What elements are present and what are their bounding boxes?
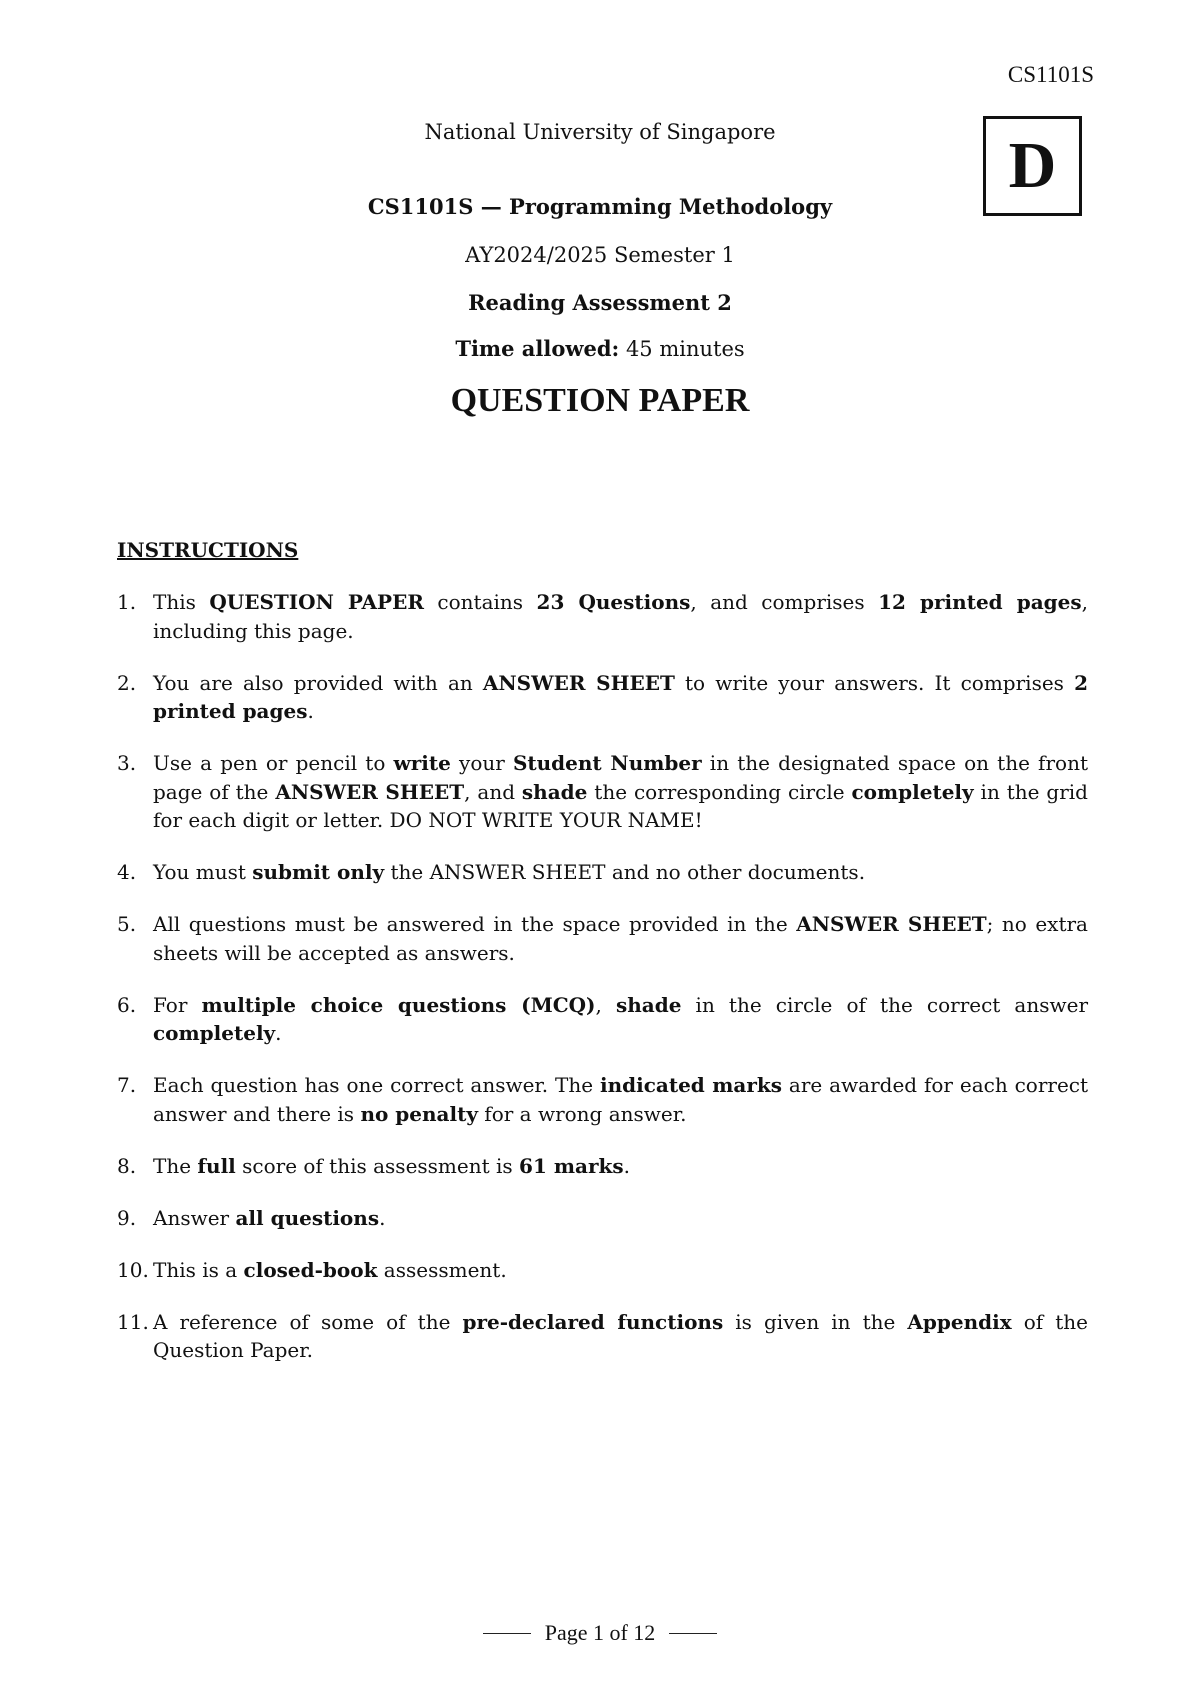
instruction-item: [117, 588, 1088, 645]
instruction-text: , and comprises: [690, 590, 879, 614]
instruction-emphasis: ANSWER SHEET: [482, 670, 675, 695]
instruction-text: is given in the: [723, 1309, 908, 1334]
paper-title: QUESTION PAPER: [450, 382, 750, 419]
instruction-text: in the designated space on the front page of the: [153, 751, 1088, 804]
instruction-text: You are also provided with an: [153, 670, 483, 695]
instructions-heading: INSTRUCTIONS: [117, 538, 299, 562]
footer-rule-right: [669, 1633, 717, 1634]
footer-rule-left: [483, 1633, 531, 1634]
time-allowed-value: 45 minutes: [619, 337, 745, 361]
instruction-text: This is a: [153, 1257, 244, 1282]
instruction-emphasis: 61 marks: [519, 1153, 624, 1178]
instruction-text: A reference of some of the: [153, 1309, 463, 1334]
university-name: National University of Singapore: [424, 120, 776, 144]
instruction-emphasis: 2 printed pages: [153, 670, 1088, 723]
instruction-item: [117, 1308, 1088, 1365]
instruction-text: Answer: [153, 1205, 236, 1230]
assessment-name: Reading Assessment 2: [468, 290, 732, 315]
paper-version-box: D: [983, 116, 1082, 216]
instruction-text: .: [623, 1153, 630, 1178]
instruction-emphasis: Appendix: [907, 1309, 1012, 1334]
instruction-emphasis: write: [393, 751, 451, 775]
time-allowed-label: Time allowed:: [455, 336, 620, 361]
instruction-text: For: [153, 992, 202, 1017]
instruction-emphasis: shade: [615, 992, 682, 1017]
instruction-text: contains: [423, 590, 537, 614]
instruction-text: The: [153, 1153, 198, 1178]
instruction-item: [117, 1071, 1088, 1128]
instruction-number: 11.: [117, 1309, 149, 1334]
instruction-emphasis: shade: [521, 779, 588, 804]
instruction-text: ,: [595, 992, 616, 1017]
instruction-number: 8.: [117, 1153, 137, 1178]
instruction-number: 9.: [117, 1205, 137, 1230]
page-number: Page 1 of 12: [544, 1620, 656, 1645]
instruction-emphasis: full: [197, 1153, 236, 1178]
instruction-text: of the Question Paper.: [153, 1309, 1088, 1362]
instruction-number: 2.: [117, 670, 137, 695]
instruction-emphasis: ANSWER SHEET: [275, 779, 465, 804]
instruction-emphasis: 12 printed pages: [878, 590, 1082, 614]
instruction-text: , including this page.: [153, 590, 1089, 643]
instruction-text: All questions must be answered in the space provided in the: [153, 912, 797, 936]
instruction-number: 1.: [117, 590, 137, 614]
instruction-text: in the circle of the correct answer: [681, 992, 1089, 1017]
instruction-emphasis: multiple choice questions (MCQ): [201, 992, 596, 1017]
instruction-emphasis: all questions: [235, 1205, 380, 1230]
instruction-emphasis: QUESTION PAPER: [209, 590, 424, 614]
instruction-emphasis: Student Number: [512, 751, 702, 775]
instruction-number: 3.: [117, 751, 137, 775]
course-title: CS1101S — Programming Methodology: [367, 194, 833, 219]
instruction-number: 7.: [117, 1073, 137, 1097]
header-course-code: CS1101S: [1007, 62, 1094, 87]
instruction-item: [117, 1256, 1088, 1285]
instruction-item: [117, 991, 1088, 1048]
instruction-text: for a wrong answer.: [477, 1101, 687, 1126]
instruction-text: You must: [153, 860, 253, 884]
instruction-emphasis: 23 Questions: [536, 590, 691, 614]
instruction-item: [117, 858, 1088, 887]
instruction-text: the corresponding circle: [587, 779, 852, 804]
instruction-text: This: [153, 590, 210, 614]
instructions-list: [117, 588, 1088, 1388]
instruction-text: ; no extra sheets will be accepted as answers.: [153, 912, 1088, 965]
instruction-item: [117, 749, 1088, 835]
instruction-text: your: [450, 751, 513, 775]
instruction-item: [117, 1152, 1088, 1181]
instruction-emphasis: indicated marks: [599, 1073, 783, 1097]
instruction-emphasis: completely: [153, 1021, 276, 1045]
instruction-text: the ANSWER SHEET and no other documents.: [384, 860, 866, 884]
instruction-text: are awarded for each correct answer and there is: [153, 1073, 1089, 1126]
instruction-text: Each question has one correct answer. The: [153, 1073, 600, 1097]
instruction-item: [117, 910, 1088, 967]
instruction-text: .: [275, 1021, 282, 1045]
instruction-item: [117, 1204, 1088, 1233]
semester-line: AY2024/2025 Semester 1: [465, 243, 735, 267]
instruction-emphasis: submit only: [252, 860, 385, 884]
instruction-text: .: [379, 1205, 386, 1230]
instruction-emphasis: pre-declared functions: [462, 1309, 724, 1334]
instruction-number: 6.: [117, 992, 137, 1017]
instruction-text: in the grid for each digit or letter. DO NOT WRITE YOUR NAME!: [153, 779, 1088, 832]
page-footer: [0, 1620, 1200, 1646]
instruction-text: assessment.: [377, 1257, 507, 1282]
instruction-text: to write your answers. It comprises: [674, 670, 1075, 695]
instruction-text: , and: [464, 779, 522, 804]
instruction-emphasis: completely: [851, 779, 974, 804]
instruction-number: 5.: [117, 912, 137, 936]
instruction-emphasis: ANSWER SHEET: [796, 912, 987, 936]
instruction-emphasis: closed-book: [243, 1257, 378, 1282]
instruction-number: 10.: [117, 1257, 149, 1282]
time-allowed: [0, 336, 1200, 361]
instruction-number: 4.: [117, 860, 137, 884]
instruction-emphasis: no penalty: [360, 1101, 478, 1126]
instruction-item: [117, 669, 1088, 726]
instruction-text: score of this assessment is: [235, 1153, 520, 1178]
instruction-text: .: [307, 699, 314, 723]
instruction-text: Use a pen or pencil to: [153, 751, 394, 775]
